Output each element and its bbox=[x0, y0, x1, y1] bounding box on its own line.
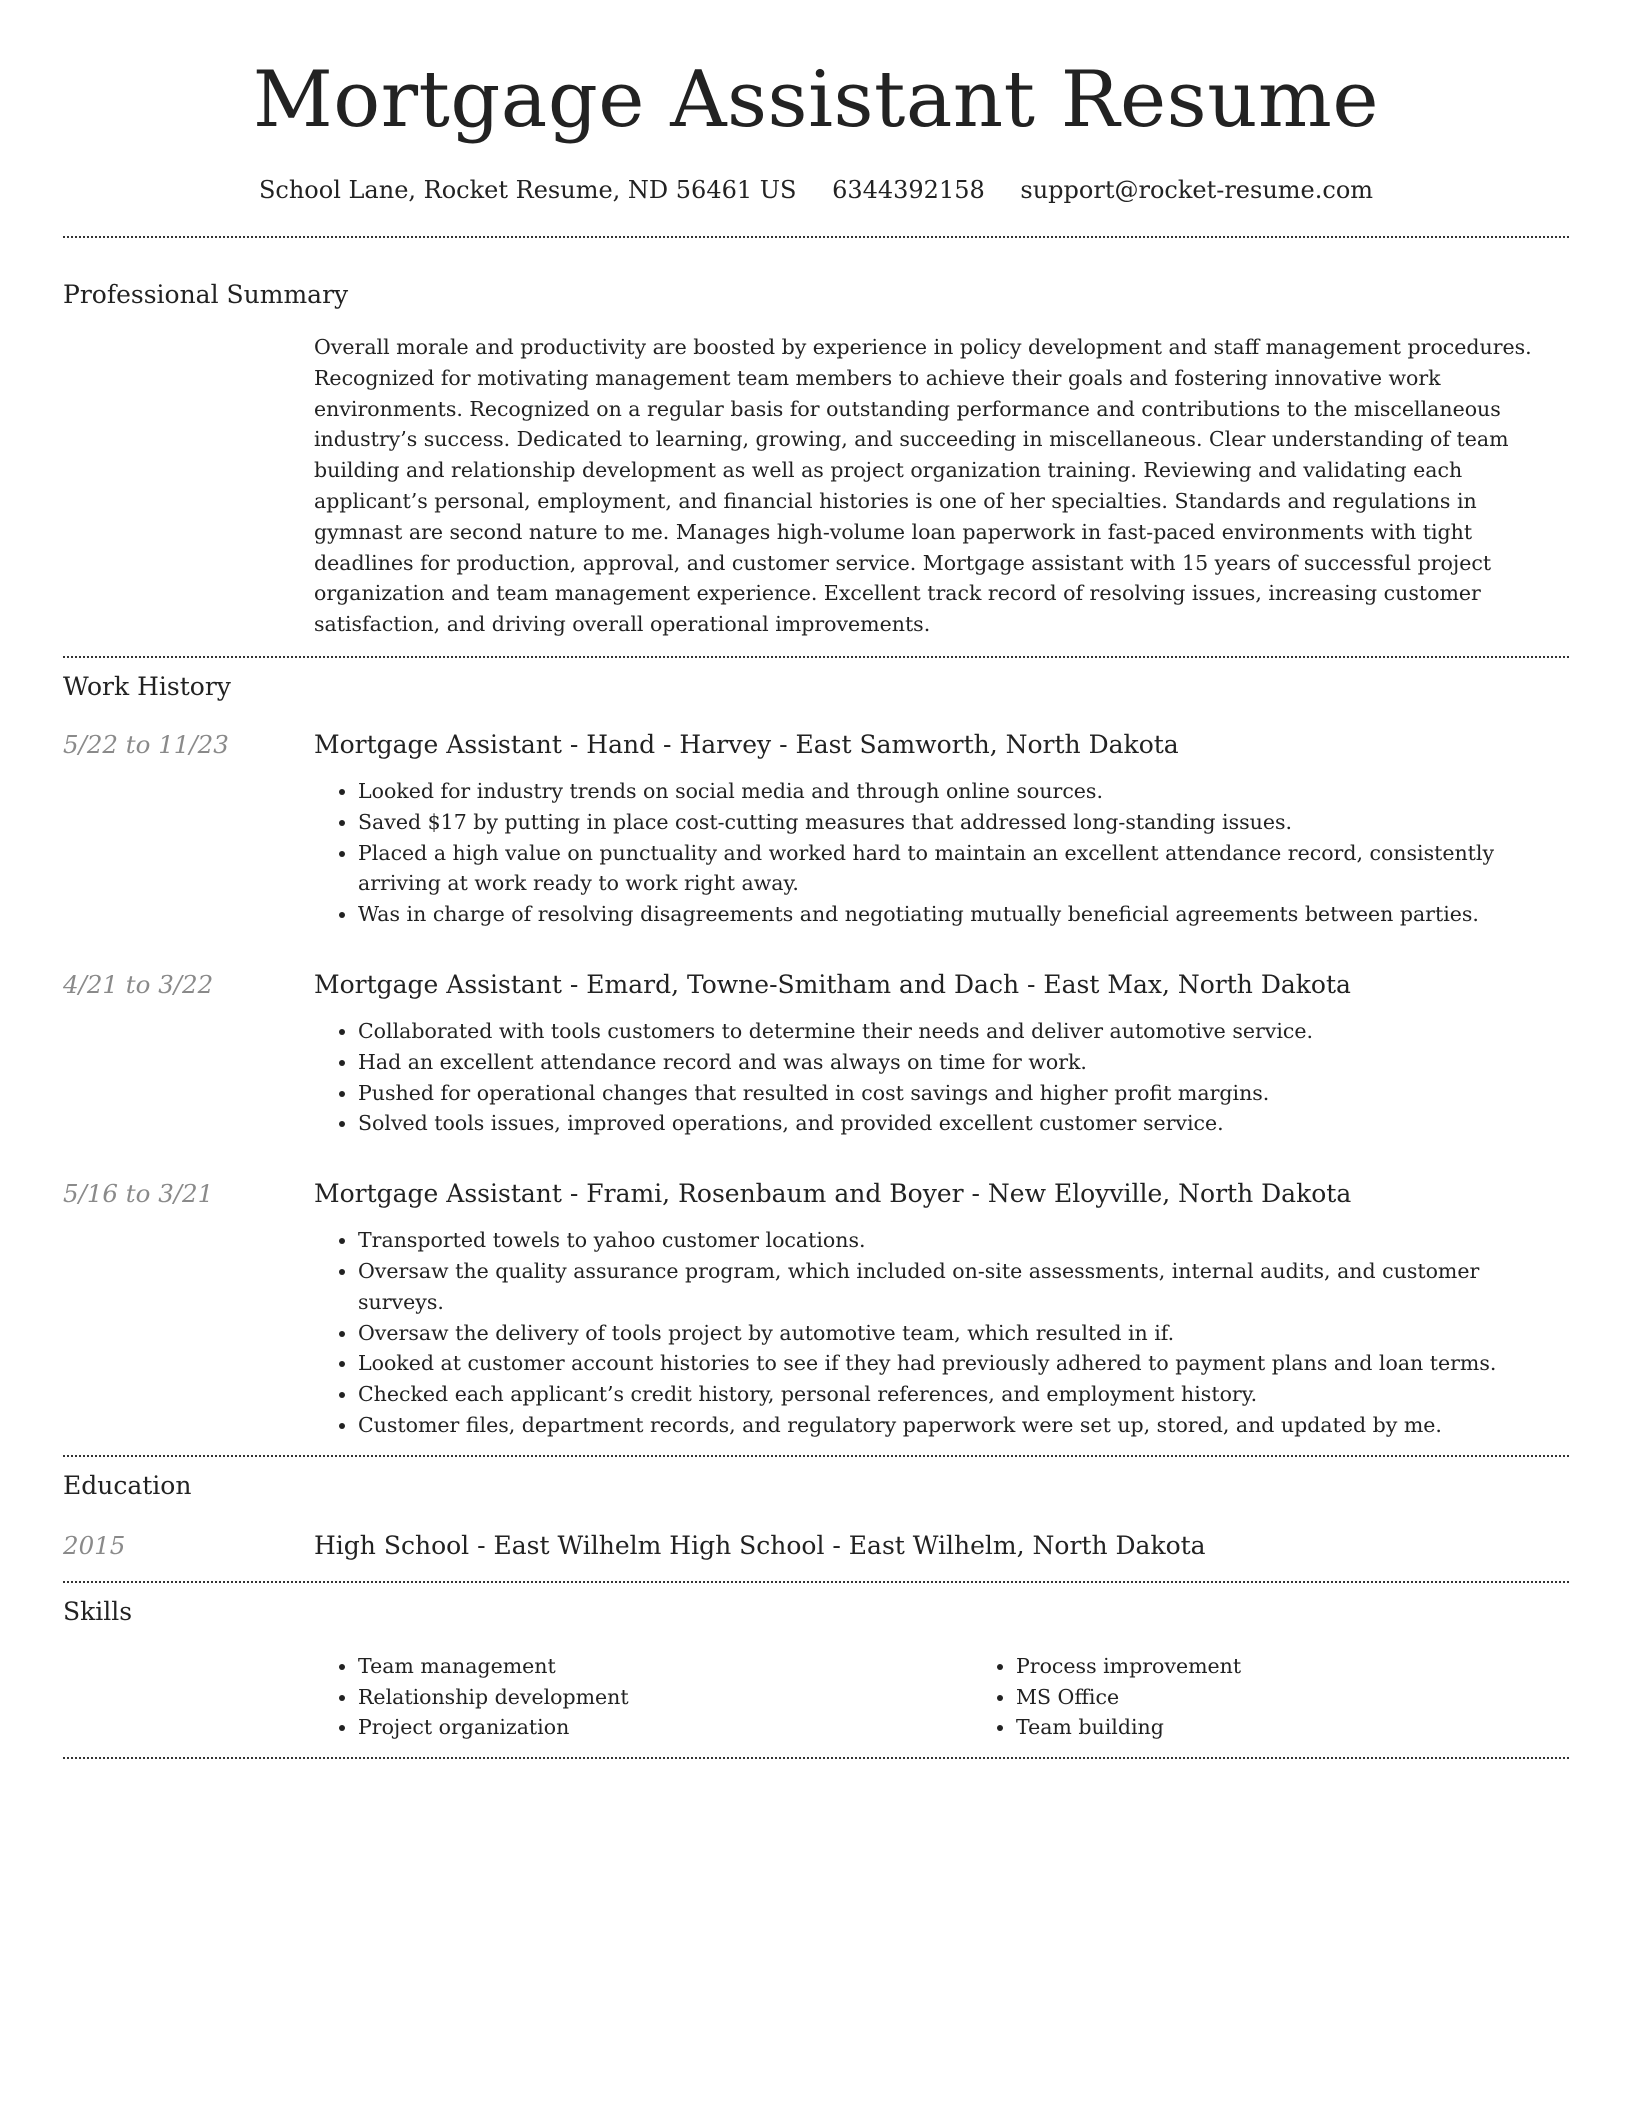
contact-line bbox=[63, 174, 1569, 206]
skill-item: • Relationship development bbox=[358, 1682, 972, 1713]
job-bullet: • Had an excellent attendance record and was always on time for work. bbox=[358, 1047, 1569, 1078]
resume-title: Mortgage Assistant Resume bbox=[252, 55, 1380, 145]
job-dates: 5/22 to 11/23 bbox=[63, 729, 229, 759]
job-heading: Mortgage Assistant - Emard, Towne-Smitham and Dach - East Max, North Dakota bbox=[314, 969, 1351, 999]
job-bullet: • Transported towels to yahoo customer locations. bbox=[358, 1225, 1569, 1256]
divider bbox=[63, 236, 1569, 238]
education-entry bbox=[63, 1529, 1569, 1563]
skill-item: • Project organization bbox=[358, 1712, 972, 1743]
skills-column-left bbox=[314, 1651, 972, 1743]
job-bullet: • Oversaw the quality assurance program, which included on-site assessments, internal audits, and customer surveys. bbox=[358, 1256, 1569, 1318]
divider bbox=[63, 1581, 1569, 1583]
job-bullet: • Placed a high value on punctuality and worked hard to maintain an excellent attendance record, consistently arriving at work ready to work right away. bbox=[358, 838, 1569, 900]
section-title-education: Education bbox=[63, 1470, 192, 1500]
education-year: 2015 bbox=[63, 1530, 126, 1560]
job-bullet: • Checked each applicant’s credit history, personal references, and employment history. bbox=[358, 1379, 1569, 1410]
skill-item: • Team management bbox=[358, 1651, 972, 1682]
divider bbox=[63, 1455, 1569, 1457]
skills-column-right bbox=[972, 1651, 1241, 1743]
job-heading: Mortgage Assistant - Frami, Rosenbaum and Boyer - New Eloyville, North Dakota bbox=[314, 1179, 1352, 1209]
section-title-skills: Skills bbox=[63, 1596, 133, 1626]
job-bullets bbox=[314, 1225, 1569, 1441]
section-title-summary: Professional Summary bbox=[63, 280, 349, 309]
divider bbox=[63, 1757, 1569, 1759]
skill-item: • Team building bbox=[1016, 1712, 1241, 1743]
skill-item: • MS Office bbox=[1016, 1682, 1241, 1713]
job-bullet: • Looked for industry trends on social media and through online sources. bbox=[358, 776, 1569, 807]
job-dates: 5/16 to 3/21 bbox=[63, 1179, 214, 1209]
job-bullet: • Saved $17 by putting in place cost-cutting measures that addressed long-standing issues. bbox=[358, 807, 1569, 838]
job-bullet: • Looked at customer account histories to see if they had previously adhered to payment plans and loan terms. bbox=[358, 1348, 1569, 1379]
job-bullet: • Oversaw the delivery of tools project by automotive team, which resulted in if. bbox=[358, 1318, 1569, 1349]
education-heading: High School - East Wilhelm High School - East Wilhelm, North Dakota bbox=[314, 1530, 1206, 1560]
job-entry bbox=[63, 728, 1569, 930]
job-bullet: • Collaborated with tools customers to determine their needs and deliver automotive service. bbox=[358, 1016, 1569, 1047]
section-title-work: Work History bbox=[63, 671, 231, 701]
job-bullet: • Pushed for operational changes that resulted in cost savings and higher profit margins. bbox=[358, 1078, 1569, 1109]
job-entry bbox=[63, 968, 1569, 1139]
contact-phone: 6344392158 bbox=[832, 176, 985, 204]
job-bullet: • Customer files, department records, and regulatory paperwork were set up, stored, and updated by me. bbox=[358, 1410, 1569, 1441]
job-bullets bbox=[314, 1016, 1569, 1139]
job-dates: 4/21 to 3/22 bbox=[63, 969, 214, 999]
job-bullet: • Was in charge of resolving disagreements and negotiating mutually beneficial agreements between parties. bbox=[358, 899, 1569, 930]
divider bbox=[63, 656, 1569, 658]
summary-text: Overall morale and productivity are boosted by experience in policy development and staff management procedures. Recognized for motivating management team members to achieve their goals and fostering innovative work environments. Recognized on a regular basis for outstanding performance and contributions to the miscellaneous industry’s success. Dedicated to learning, growing, and succeeding in miscellaneous. Clear understanding of team building and relationship development as well as project organization training. Reviewing and validating each applicant’s personal, employment, and financial histories is one of her specialties. Standards and regulations in gymnast are second nature to me. Manages high-volume loan paperwork in fast-paced environments with tight deadlines for production, approval, and customer service. Mortgage assistant with 15 years of successful project organization and team management experience. Excellent track record of resolving issues, increasing customer satisfaction, and driving overall operational improvements. bbox=[314, 335, 1532, 637]
job-entry bbox=[63, 1177, 1569, 1441]
skills-list bbox=[314, 1651, 1569, 1743]
job-bullet: • Solved tools issues, improved operations, and provided excellent customer service. bbox=[358, 1108, 1569, 1139]
contact-email: support@rocket-resume.com bbox=[1020, 176, 1374, 204]
job-heading: Mortgage Assistant - Hand - Harvey - East Samworth, North Dakota bbox=[314, 729, 1179, 759]
skill-item: • Process improvement bbox=[1016, 1651, 1241, 1682]
job-bullets bbox=[314, 776, 1569, 930]
contact-address: School Lane, Rocket Resume, ND 56461 US bbox=[258, 176, 797, 204]
